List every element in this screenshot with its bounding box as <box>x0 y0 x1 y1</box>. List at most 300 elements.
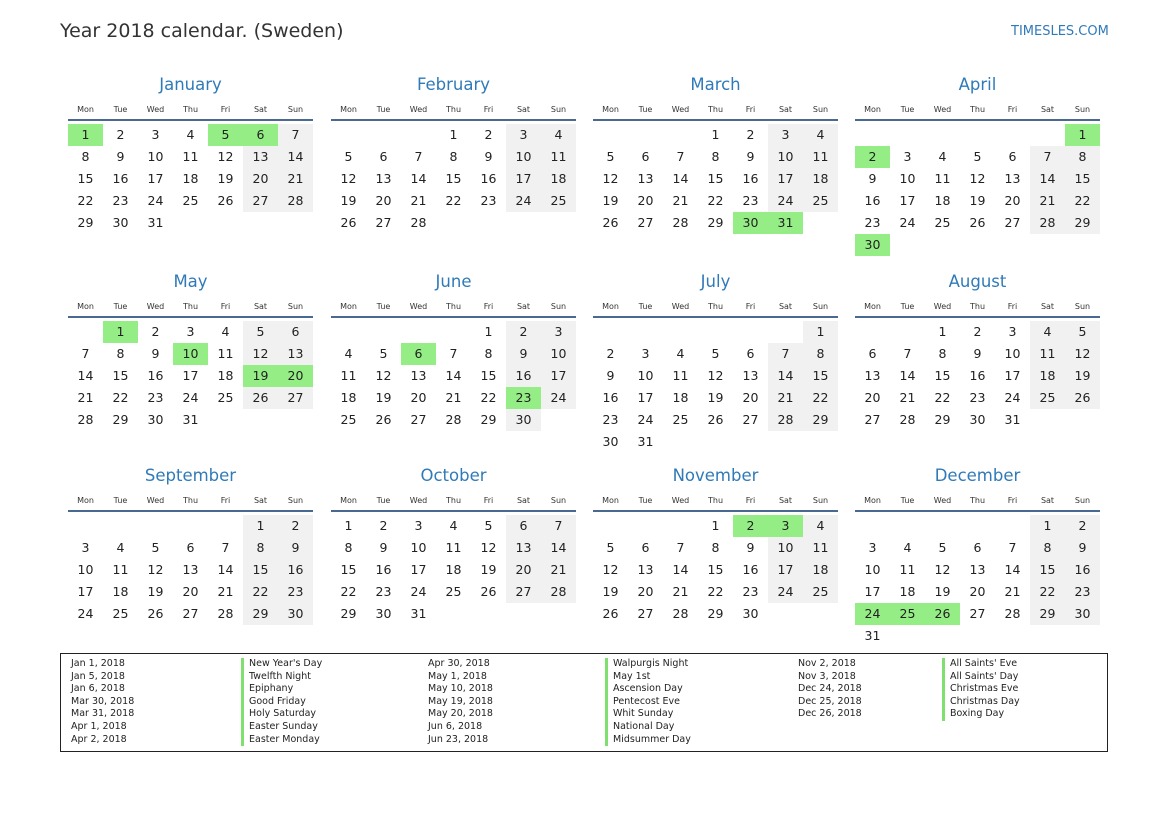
day-cell: 23 <box>278 581 313 603</box>
day-cell: 16 <box>742 562 759 577</box>
day-cell: 14 <box>217 562 234 577</box>
day-cell: 6 <box>379 149 388 164</box>
day-cell: 11 <box>803 146 838 168</box>
day-cell: 19 <box>1065 365 1100 387</box>
legend-holiday-name: Midsummer Day <box>605 734 691 747</box>
day-cell: 27 <box>278 387 313 409</box>
day-cell: 18 <box>217 368 234 383</box>
day-cell: 12 <box>243 343 278 365</box>
day-cell: 29 <box>707 606 724 621</box>
month-name: June <box>435 272 472 291</box>
day-cell: 13 <box>375 171 392 186</box>
day-cell: 19 <box>217 171 234 186</box>
day-cell: 7 <box>768 343 803 365</box>
weekday-label: Thu <box>969 496 986 505</box>
weekday-label: Tue <box>376 302 391 311</box>
day-cell: 12 <box>340 171 357 186</box>
legend-holiday-name: Walpurgis Night <box>605 658 691 671</box>
legend-date: Apr 2, 2018 <box>71 733 127 745</box>
day-cell: 1 <box>938 324 947 339</box>
day-cell: 22 <box>243 581 278 603</box>
day-cell: 26 <box>147 606 164 621</box>
day-cell: 17 <box>899 193 916 208</box>
day-cell: 6 <box>641 149 650 164</box>
day-cell: 31 <box>1004 412 1021 427</box>
day-cell: 14 <box>278 146 313 168</box>
day-cell: 4 <box>186 127 195 142</box>
day-cell: 31 <box>410 606 427 621</box>
holiday-day-cell: 20 <box>278 365 313 387</box>
day-cell: 30 <box>602 434 619 449</box>
weekday-label: Mon <box>77 105 94 114</box>
month-name: November <box>672 466 759 485</box>
weekday-header <box>855 104 1100 116</box>
weekday-label: Tue <box>113 105 128 114</box>
weekday-label: Fri <box>220 302 231 311</box>
day-cell: 21 <box>1004 584 1021 599</box>
day-cell: 16 <box>375 562 392 577</box>
day-cell: 12 <box>375 368 392 383</box>
day-cell: 22 <box>707 193 724 208</box>
day-cell: 27 <box>243 190 278 212</box>
weekday-label: Sun <box>550 302 567 311</box>
day-cell: 23 <box>602 412 619 427</box>
day-cell: 25 <box>934 215 951 230</box>
day-cell: 13 <box>410 368 427 383</box>
legend-holiday-name: Whit Sunday <box>605 708 691 721</box>
day-cell: 21 <box>672 584 689 599</box>
day-cell: 3 <box>641 346 650 361</box>
day-cell: 5 <box>484 518 493 533</box>
legend-date: Dec 25, 2018 <box>798 695 862 707</box>
weekday-label: Sat <box>778 105 793 114</box>
day-cell: 24 <box>147 193 164 208</box>
legend-date: Jan 6, 2018 <box>71 683 125 695</box>
day-cell: 20 <box>375 193 392 208</box>
day-cell: 12 <box>480 540 497 555</box>
day-cell: 16 <box>112 171 129 186</box>
day-cell: 20 <box>1004 193 1021 208</box>
weekday-label: Sun <box>287 496 304 505</box>
day-cell: 24 <box>1004 390 1021 405</box>
day-cell: 13 <box>278 343 313 365</box>
legend-date-column <box>428 658 493 746</box>
day-cell: 24 <box>506 190 541 212</box>
weekday-label: Wed <box>146 302 165 311</box>
day-cell: 23 <box>969 390 986 405</box>
day-cell: 1 <box>243 515 278 537</box>
day-cell: 29 <box>243 603 278 625</box>
day-cell: 4 <box>116 540 125 555</box>
legend-date: Jan 5, 2018 <box>71 670 125 682</box>
month-name: February <box>416 75 491 94</box>
day-cell: 23 <box>375 584 392 599</box>
weekday-label: Thu <box>445 105 462 114</box>
day-cell: 26 <box>480 584 497 599</box>
month-divider <box>593 510 838 512</box>
day-cell: 29 <box>112 412 129 427</box>
day-cell: 25 <box>182 193 199 208</box>
legend-name-column <box>241 658 322 746</box>
day-cell: 8 <box>81 149 90 164</box>
weekday-label: Mon <box>864 105 881 114</box>
day-cell: 17 <box>410 562 427 577</box>
holiday-day-cell: 25 <box>890 603 925 625</box>
day-cell: 7 <box>221 540 230 555</box>
weekday-label: Sat <box>516 302 531 311</box>
legend-date: Nov 2, 2018 <box>798 658 856 669</box>
day-cell: 24 <box>182 390 199 405</box>
day-cell: 11 <box>672 368 689 383</box>
day-cell: 13 <box>637 562 654 577</box>
legend-date: Apr 30, 2018 <box>428 658 490 669</box>
legend-holiday-name: Easter Sunday <box>241 721 322 734</box>
holiday-day-cell: 30 <box>733 212 768 234</box>
legend-date: Mar 31, 2018 <box>71 708 135 720</box>
day-cell: 7 <box>903 346 912 361</box>
weekday-label: Fri <box>483 496 494 505</box>
day-cell: 26 <box>340 215 357 230</box>
day-cell: 6 <box>973 540 982 555</box>
day-cell: 2 <box>1065 515 1100 537</box>
day-cell: 29 <box>707 215 724 230</box>
day-cell: 4 <box>803 515 838 537</box>
day-cell: 16 <box>1065 559 1100 581</box>
day-cell: 27 <box>864 412 881 427</box>
day-cell: 20 <box>742 390 759 405</box>
month-divider <box>68 510 313 512</box>
day-cell: 20 <box>864 390 881 405</box>
day-cell: 25 <box>340 412 357 427</box>
day-cell: 19 <box>707 390 724 405</box>
day-cell: 16 <box>278 559 313 581</box>
weekday-label: Thu <box>182 496 199 505</box>
day-cell: 31 <box>637 434 654 449</box>
holiday-day-cell: 24 <box>855 603 890 625</box>
day-cell: 9 <box>506 343 541 365</box>
day-cell: 4 <box>344 346 353 361</box>
month-divider <box>855 510 1100 512</box>
day-cell: 8 <box>484 346 493 361</box>
day-cell: 2 <box>606 346 615 361</box>
month-name: August <box>948 272 1007 291</box>
day-cell: 14 <box>445 368 462 383</box>
day-cell: 27 <box>410 412 427 427</box>
weekday-header <box>855 301 1100 313</box>
day-cell: 18 <box>803 559 838 581</box>
month-divider <box>593 316 838 318</box>
day-cell: 23 <box>147 390 164 405</box>
weekday-label: Sat <box>1040 302 1055 311</box>
weekday-label: Wed <box>671 302 690 311</box>
day-cell: 18 <box>672 390 689 405</box>
weekday-label: Thu <box>707 302 724 311</box>
day-cell: 17 <box>541 365 576 387</box>
day-cell: 12 <box>602 562 619 577</box>
day-cell: 13 <box>742 368 759 383</box>
weekday-label: Tue <box>113 302 128 311</box>
day-cell: 5 <box>379 346 388 361</box>
day-cell: 10 <box>77 562 94 577</box>
weekday-label: Thu <box>969 302 986 311</box>
day-cell: 8 <box>711 149 720 164</box>
month-name: April <box>958 75 997 94</box>
day-cell: 31 <box>182 412 199 427</box>
day-cell: 27 <box>375 215 392 230</box>
day-cell: 18 <box>934 193 951 208</box>
day-cell: 1 <box>484 324 493 339</box>
day-cell: 14 <box>410 171 427 186</box>
day-cell: 21 <box>217 584 234 599</box>
weekday-label: Sat <box>253 302 268 311</box>
weekday-label: Sat <box>778 496 793 505</box>
day-cell: 13 <box>969 562 986 577</box>
holiday-day-cell: 26 <box>925 603 960 625</box>
month-divider <box>855 316 1100 318</box>
day-cell: 3 <box>768 124 803 146</box>
day-cell: 24 <box>768 190 803 212</box>
day-cell: 4 <box>1030 321 1065 343</box>
weekday-header <box>331 495 576 507</box>
day-cell: 12 <box>147 562 164 577</box>
legend-date: Jun 23, 2018 <box>428 733 489 745</box>
day-cell: 22 <box>480 390 497 405</box>
month-divider <box>68 316 313 318</box>
day-cell: 29 <box>803 409 838 431</box>
day-cell: 9 <box>973 346 982 361</box>
day-cell: 3 <box>1008 324 1017 339</box>
day-cell: 23 <box>864 215 881 230</box>
day-cell: 5 <box>151 540 160 555</box>
day-cell: 3 <box>414 518 423 533</box>
day-cell: 21 <box>768 387 803 409</box>
day-cell: 28 <box>217 606 234 621</box>
weekday-header <box>593 495 838 507</box>
holiday-day-cell: 3 <box>768 515 803 537</box>
legend-holiday-name: Good Friday <box>241 696 322 709</box>
weekday-header <box>68 301 313 313</box>
day-cell: 15 <box>340 562 357 577</box>
day-cell: 24 <box>768 581 803 603</box>
day-cell: 21 <box>410 193 427 208</box>
day-cell: 18 <box>182 171 199 186</box>
day-cell: 8 <box>1065 146 1100 168</box>
day-cell: 18 <box>899 584 916 599</box>
day-cell: 22 <box>340 584 357 599</box>
day-cell: 31 <box>147 215 164 230</box>
day-cell: 30 <box>506 409 541 431</box>
weekday-label: Thu <box>707 105 724 114</box>
day-cell: 2 <box>116 127 125 142</box>
day-cell: 30 <box>278 603 313 625</box>
day-cell: 9 <box>484 149 493 164</box>
day-cell: 22 <box>707 584 724 599</box>
day-cell: 15 <box>243 559 278 581</box>
holiday-day-cell: 6 <box>243 124 278 146</box>
weekday-label: Sun <box>812 105 829 114</box>
weekday-label: Sun <box>550 496 567 505</box>
day-cell: 13 <box>864 368 881 383</box>
month-name: January <box>159 75 222 94</box>
day-cell: 5 <box>344 149 353 164</box>
month-name: May <box>173 272 208 291</box>
day-cell: 13 <box>1004 171 1021 186</box>
weekday-label: Thu <box>445 496 462 505</box>
day-cell: 3 <box>186 324 195 339</box>
weekday-label: Fri <box>483 105 494 114</box>
day-cell: 9 <box>606 368 615 383</box>
day-cell: 2 <box>506 321 541 343</box>
holiday-day-cell: 1 <box>1065 124 1100 146</box>
legend-holiday-name: Twelfth Night <box>241 671 322 684</box>
day-cell: 25 <box>803 581 838 603</box>
day-cell: 30 <box>375 606 392 621</box>
day-cell: 26 <box>375 412 392 427</box>
day-cell: 9 <box>746 540 755 555</box>
day-cell: 22 <box>77 193 94 208</box>
day-cell: 2 <box>379 518 388 533</box>
day-cell: 12 <box>602 171 619 186</box>
day-cell: 5 <box>606 540 615 555</box>
day-cell: 17 <box>768 168 803 190</box>
day-cell: 22 <box>1065 190 1100 212</box>
weekday-label: Sat <box>1040 105 1055 114</box>
site-link[interactable]: TIMESLES.COM <box>1011 24 1109 39</box>
day-cell: 12 <box>217 149 234 164</box>
day-cell: 11 <box>182 149 199 164</box>
day-cell: 31 <box>864 628 881 643</box>
day-cell: 19 <box>147 584 164 599</box>
weekday-label: Tue <box>376 105 391 114</box>
holiday-day-cell: 23 <box>506 387 541 409</box>
day-cell: 30 <box>1065 603 1100 625</box>
day-cell: 10 <box>899 171 916 186</box>
day-cell: 8 <box>116 346 125 361</box>
day-cell: 18 <box>1030 365 1065 387</box>
day-cell: 21 <box>77 390 94 405</box>
day-cell: 13 <box>182 562 199 577</box>
day-cell: 11 <box>934 171 951 186</box>
month-divider <box>68 119 313 121</box>
day-cell: 8 <box>1030 537 1065 559</box>
weekday-label: Wed <box>409 105 428 114</box>
day-cell: 15 <box>707 171 724 186</box>
month-name: September <box>144 466 237 485</box>
day-cell: 15 <box>77 171 94 186</box>
day-cell: 27 <box>637 606 654 621</box>
day-cell: 18 <box>541 168 576 190</box>
day-cell: 3 <box>506 124 541 146</box>
day-cell: 1 <box>711 127 720 142</box>
day-cell: 4 <box>903 540 912 555</box>
day-cell: 8 <box>938 346 947 361</box>
day-cell: 16 <box>742 171 759 186</box>
day-cell: 11 <box>541 146 576 168</box>
weekday-label: Mon <box>340 496 357 505</box>
month-name: October <box>420 466 487 485</box>
day-cell: 6 <box>506 515 541 537</box>
day-cell: 17 <box>147 171 164 186</box>
day-cell: 30 <box>969 412 986 427</box>
holiday-day-cell: 31 <box>768 212 803 234</box>
day-cell: 16 <box>602 390 619 405</box>
day-cell: 26 <box>602 606 619 621</box>
day-cell: 17 <box>637 390 654 405</box>
day-cell: 28 <box>768 409 803 431</box>
day-cell: 28 <box>1030 212 1065 234</box>
day-cell: 19 <box>602 584 619 599</box>
month-divider <box>331 119 576 121</box>
day-cell: 18 <box>803 168 838 190</box>
weekday-label: Fri <box>220 105 231 114</box>
legend-holiday-name: Holy Saturday <box>241 708 322 721</box>
weekday-label: Wed <box>933 302 952 311</box>
legend-holiday-name: May 1st <box>605 671 691 684</box>
weekday-label: Sat <box>253 496 268 505</box>
day-cell: 25 <box>1030 387 1065 409</box>
day-cell: 7 <box>676 540 685 555</box>
day-cell: 15 <box>112 368 129 383</box>
day-cell: 16 <box>969 368 986 383</box>
day-cell: 21 <box>445 390 462 405</box>
weekday-label: Thu <box>707 496 724 505</box>
day-cell: 5 <box>243 321 278 343</box>
weekday-label: Wed <box>409 496 428 505</box>
day-cell: 30 <box>147 412 164 427</box>
weekday-label: Thu <box>182 302 199 311</box>
day-cell: 28 <box>1004 606 1021 621</box>
month-name: March <box>690 75 741 94</box>
month-divider <box>593 119 838 121</box>
day-cell: 11 <box>1030 343 1065 365</box>
day-cell: 27 <box>637 215 654 230</box>
day-cell: 17 <box>1004 368 1021 383</box>
weekday-label: Thu <box>445 302 462 311</box>
day-cell: 29 <box>480 412 497 427</box>
legend-holiday-name: All Saints' Day <box>942 671 1020 684</box>
weekday-label: Mon <box>864 496 881 505</box>
day-cell: 8 <box>803 343 838 365</box>
weekday-label: Wed <box>671 496 690 505</box>
day-cell: 19 <box>969 193 986 208</box>
day-cell: 4 <box>676 346 685 361</box>
day-cell: 1 <box>449 127 458 142</box>
weekday-label: Wed <box>146 496 165 505</box>
day-cell: 13 <box>637 171 654 186</box>
weekday-header <box>331 104 576 116</box>
weekday-label: Sat <box>516 496 531 505</box>
day-cell: 6 <box>278 321 313 343</box>
day-cell: 12 <box>934 562 951 577</box>
day-cell: 14 <box>541 537 576 559</box>
day-cell: 15 <box>1030 559 1065 581</box>
holiday-legend <box>60 653 1108 752</box>
day-cell: 1 <box>711 518 720 533</box>
day-cell: 3 <box>868 540 877 555</box>
weekday-label: Fri <box>220 496 231 505</box>
weekday-label: Fri <box>483 302 494 311</box>
day-cell: 2 <box>973 324 982 339</box>
weekday-label: Sat <box>516 105 531 114</box>
day-cell: 9 <box>379 540 388 555</box>
weekday-label: Sun <box>550 105 567 114</box>
weekday-label: Fri <box>745 496 756 505</box>
day-cell: 10 <box>864 562 881 577</box>
day-cell: 29 <box>77 215 94 230</box>
day-cell: 27 <box>969 606 986 621</box>
day-cell: 27 <box>1004 215 1021 230</box>
holiday-day-cell: 30 <box>855 234 890 256</box>
